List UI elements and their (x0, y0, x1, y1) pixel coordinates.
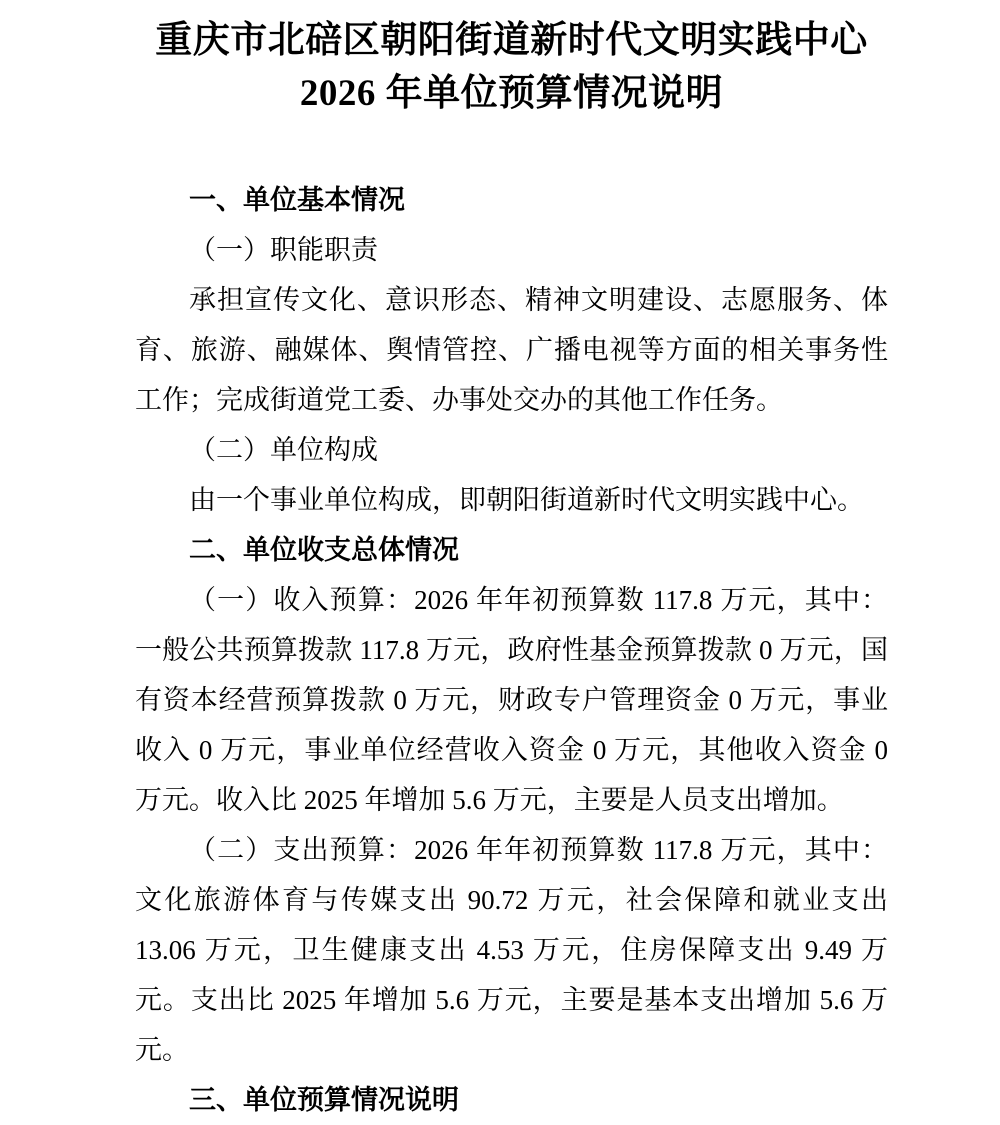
document-title (135, 14, 888, 120)
section-heading-revenue-expenditure: 二、单位收支总体情况 (189, 535, 459, 565)
paragraph-duties: 承担宣传文化、意识形态、精神文明建设、志愿服务、体育、旅游、融媒体、舆情管控、广播电视等方面的相关事务性工作；完成街道党工委、办事处交办的其他工作任务。 (135, 285, 888, 415)
document-title-line2: 2026 年单位预算情况说明 (299, 73, 724, 114)
paragraph-expenditure-budget: （二）支出预算：2026 年年初预算数 117.8 万元，其中：文化旅游体育与传媒支出 90.72 万元，社会保障和就业支出 13.06 万元，卫生健康支出 4.53 万元，住房保障支出 9.49 万元。支出比 2025 年增加 5.6 万元，主要是基本支出增加 5.6 万元。 (135, 835, 888, 1065)
paragraph-composition: 由一个事业单位构成，即朝阳街道新时代文明实践中心。 (189, 485, 864, 515)
document-title-line1: 重庆市北碚区朝阳街道新时代文明实践中心 (155, 20, 868, 61)
section-heading-basic-info: 一、单位基本情况 (189, 185, 405, 215)
paragraph-income-budget: （一）收入预算：2026 年年初预算数 117.8 万元，其中：一般公共预算拨款 117.8 万元，政府性基金预算拨款 0 万元，国有资本经营预算拨款 0 万元，财政专户管理资金 0 万元，事业收入 0 万元，事业单位经营收入资金 0 万元，其他收入资金 0 万元。收入比 2025 年增加 5.6 万元，主要是人员支出增加。 (135, 585, 888, 815)
subsection-heading-composition: （二）单位构成 (189, 435, 378, 465)
section-heading-budget-explanation: 三、单位预算情况说明 (189, 1085, 459, 1115)
subsection-heading-duties: （一）职能职责 (189, 235, 378, 265)
